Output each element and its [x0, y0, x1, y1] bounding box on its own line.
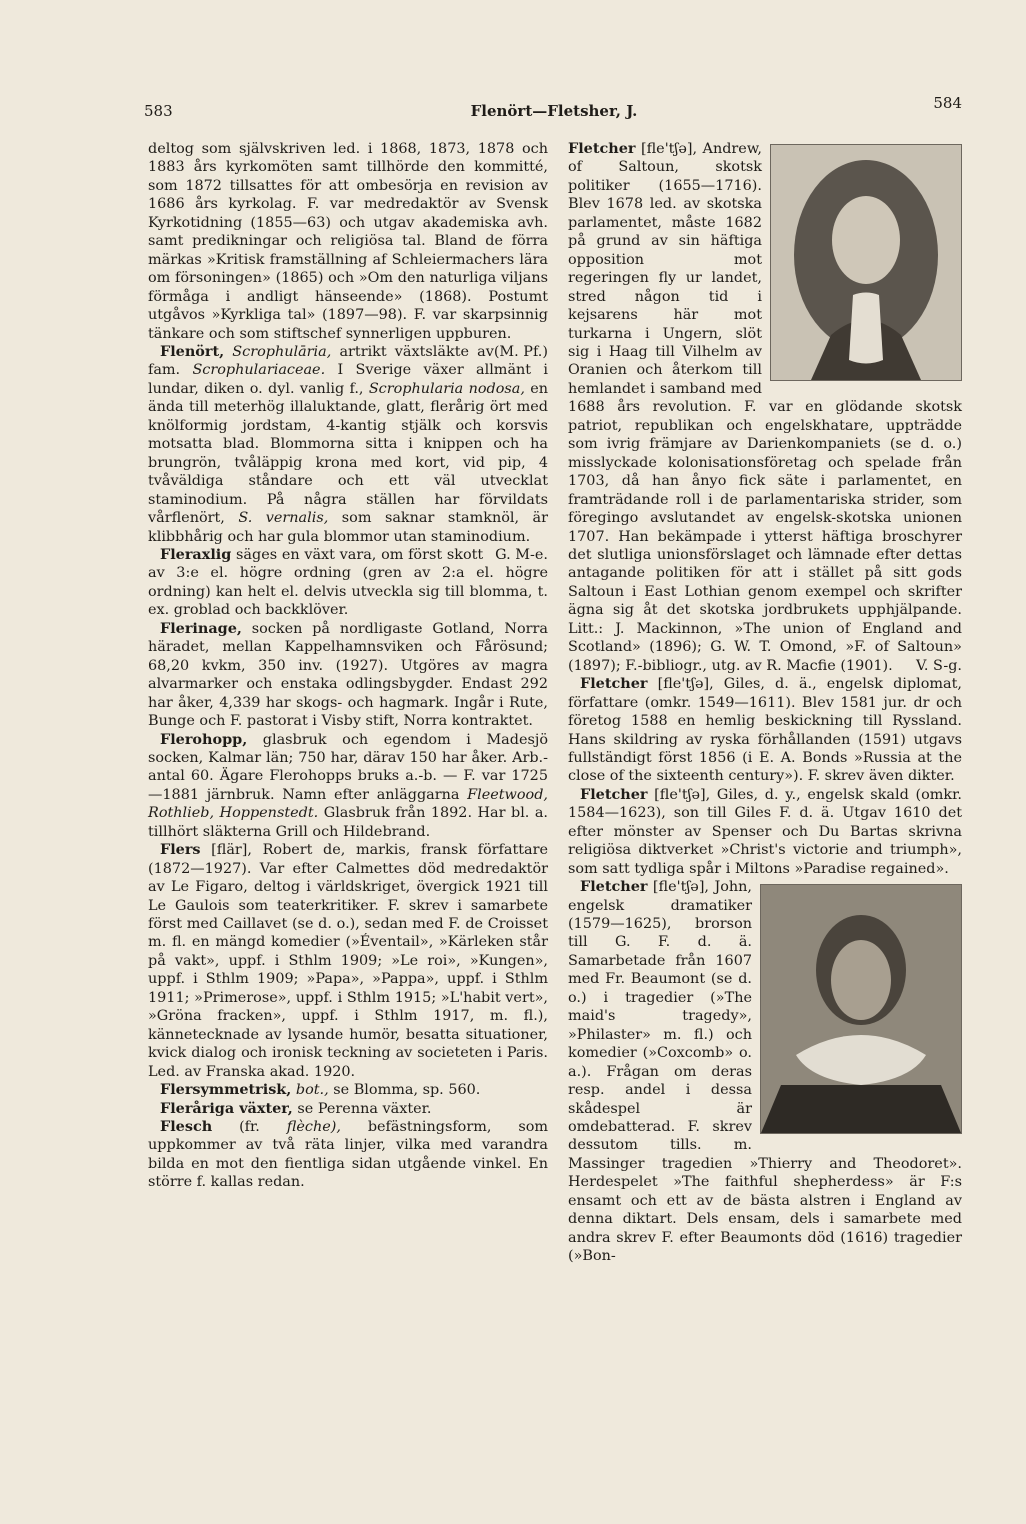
- entry-text: en ända till meterhög illaluktande, glatt, flerårig ört med knölformig jordstam, 4-kantig stjälk och korsvis motsatta blad. Blommorna sitta i knippen och ha brungrön, tvåläppig krona med kort, vid pip, 4 tvåväldiga ståndare och ett väl utvecklat staminodium. På några ställen har förvildats: [148, 380, 549, 508]
- latin-name: Scrophulariaceae.: [192, 362, 326, 379]
- entry-fletcher-giles-younger: [568, 786, 962, 878]
- entry-flerinage: [148, 620, 548, 731]
- latin-name: Scrophularia nodosa,: [368, 380, 525, 397]
- entry-text: socken på nordligaste Gotland, Norra häradet, mellan Kappelhamnsviken och Fårösund; 68,20 kvkm, 350 inv. (1927). Utgöres av magra alvarmarker och enstaka odlingsbygder. Endast 292 har åker, 4,339 har skogs- och hagmark. Ingår i Rute, Bunge och F. pastorat i Visby stift, Norra kontraktet.: [148, 620, 548, 730]
- entry-flerohopp: [148, 731, 548, 842]
- portrait-john-fletcher: [760, 884, 962, 1134]
- entry-text: [fle'tʃə], Giles, d. y., engelsk skald (omkr. 1584—1623), son till Giles F. d. ä. Utgav 1610 det efter mönster av Spenser och Du Bartas skrivna religiösa diktverket »Christ's victorie and triumph», som satt tydliga spår i Miltons »Paradise regained».: [568, 786, 962, 877]
- headword: Flerohopp,: [160, 730, 248, 748]
- author-signature: (M. Pf.): [493, 343, 548, 360]
- portrait-andrew-fletcher: [770, 144, 962, 381]
- entry-text: (fr.: [239, 1119, 260, 1136]
- headword: Flerinage,: [160, 619, 242, 637]
- page-number-right: 584: [933, 94, 962, 112]
- entry-text: Glasbruk från 1892. Har bl. a. tillhört släkterna Grill och Hildebrand.: [148, 805, 549, 840]
- column-left: [148, 140, 548, 1192]
- entry-text: I Sverige växer allmänt i lundar, diken o. dyl.: [148, 362, 548, 397]
- headword: Fleraxlig: [160, 545, 232, 563]
- entry-flesch: [148, 1118, 548, 1192]
- page-header: [144, 92, 964, 122]
- headword: Fletcher: [568, 140, 636, 157]
- entry-flers: [148, 841, 548, 1081]
- headword: Flersymmetrisk,: [160, 1081, 292, 1099]
- entry-text: som saknar stamknöl, är klibbhårig och har gula blommor utan staminodium.: [148, 510, 548, 545]
- entry-text: [fle'tʃə], Andrew, of Saltoun, skotsk politiker (1655—1716). Blev 1678 led. av skotska parlamentet, måste 1682 på grund av sin häftiga opposition mot regeringen fly ur landet, stred någon tid i kejsarens här mot turkarna i Ungern, slöt sig i Haag till Vilhelm av Oranien och återkom till hemlandet i samband med 1688 års revolution. F. var en glödande skotsk patriot, republikan och engelskhatare, uppträdde som ivrig främjare av Darienkompaniets (se d. o.) misslyckade kolonisationsföretag och spelade från 1703, då han ånyo fick säte i parlamentet, en framträdande roll i de parlamentariska strider, som föregingo avslutandet av engelsk-skotska unionen 1707. Han bekämpade i ytterst häftiga broschyrer det slutliga unionsförslaget och lämnade efter dettas antagande politiken för att i stället på sitt gods Saltoun i East Lothian genom exempel och skrifter ägna sig åt det skotska jordbrukets upphjälpande. Litt.: J. Mackinnon, »The union of England and Scotland» (1896); G. W. T. Omond, »F. of Saltoun» (1897); F.-bibliogr., utg. av R. Macfie (1901).: [568, 141, 962, 674]
- headword: Flenört,: [160, 342, 225, 360]
- headword: Fletcher: [580, 675, 648, 693]
- entry-fletcher-andrew: [568, 140, 962, 675]
- running-head: Flenört—Fletsher, J.: [470, 102, 638, 120]
- entry-text: [fle'tʃə], Giles, d. ä., engelsk diplomat, författare (omkr. 1549—1611). Blev 1581 jur. dr och företog 1588 en hemlig beskickning till Ryssland. Hans skildring av ryska förhållanden (1591) utgavs fullständigt först 1856 (i E. A. Bonds »Russia at the close of the sixteenth century»). F. skrev även dikter.: [568, 676, 962, 785]
- entry-text: deltog som självskriven led. i 1868, 1873, 1878 och 1883 års kyrkomöten samt tillhörde den kommitté, som 1872 tillsattes för att ombesörja en revision av 1686 års kyrkolag. F. var medredaktör av Svensk Kyrkotidning (1855—63) och utgav akademiska avh. samt predikningar och religiösa tal. Bland de förra märkas »Kritisk framställning af Schleiermachers lära om försoningen» (1865) och »Om den naturliga viljans förmåga i andligt hänseende» (1868). Postumt utgåvos »Kyrkliga tal» (1897—98). F. var skarpsinnig tänkare och som stiftschef synnerligen uppburen.: [148, 141, 548, 342]
- entry-flerariga: [148, 1100, 548, 1118]
- headword: Fleråriga växter,: [160, 1099, 293, 1117]
- entry-text: [flär], Robert de, markis, fransk författare (1872—1927). Var efter Calmettes död medredaktör av Le Figaro, deltog i världskriget, övergick 1921 till Le Gaulois som teaterkritiker. F. skrev i samarbete först med Caillavet (se d. o.), sedan med F. de Croisset m. fl. en mängd komedier (»Éventail», »Kärleken står på vakt», uppf. i Sthlm 1909; »Le roi», »Kungen», uppf. i Sthlm 1909; »Papa», »Pappa», uppf. i Sthlm 1911; »Primerose», uppf. i Sthlm 1915; »L'habit vert», »Gröna fracken», uppf. i Sthlm 1917, m. fl.), kännetecknade av lysande humör, besatta situationer, kvick dialog och ironisk teckning av societeten i Paris. Led. av Franska akad. 1920.: [148, 842, 548, 1080]
- italic-names: Fleetwood, Rothlieb, Hoppenstedt.: [148, 786, 548, 822]
- spaced-term: vårflenört,: [148, 510, 225, 527]
- entry-text: [fle'tʃə], John, engelsk dramatiker (1579—1625), brorson till G. F. d. ä. Samarbetade från 1607 med Fr. Beaumont (se d. o.) i tragedier (»The maid's tragedy», »Philaster» m. fl.) och komedier (»Coxcomb» o. a.). Frågan om deras resp. andel i dessa skådespel är omdebatterad. F. skrev dessutom tills. m. Massinger tragedien »Thierry and Theodoret». Herdespelet »The faithful shepherdess» är F:s ensamt och ett av de bästa alstren i England av denna diktart. Dels ensam, dels i samarbete med andra skrev F. efter Beaumonts död (1616) tragedier (»Bon-: [568, 879, 962, 1265]
- latin-name: Scrophulāria,: [232, 343, 332, 360]
- french-term: flèche),: [286, 1119, 341, 1136]
- headword: Fletcher: [580, 878, 648, 896]
- abbreviation: bot.,: [295, 1082, 329, 1099]
- headword: Flesch: [160, 1118, 213, 1136]
- entry-flersymmetrisk: [148, 1081, 548, 1099]
- headword: Flers: [160, 841, 201, 859]
- entry-text: se Perenna växter.: [297, 1100, 432, 1117]
- portrait-image: [771, 145, 961, 380]
- entry-text: glasbruk och egendom i Madesjö socken, Kalmar län; 750 har, därav 150 har åker. Arb.-antal 60. Ägare Flerohopps bruks a.-b. — F. var 1725—1881 järnbruk. Namn efter anläggarna: [148, 731, 548, 803]
- entry-text: säges en växt vara, om först skott av 3:e el. högre ordning (gren av 2:a el. högre ordning) kan helt el. delvis utveckla sig till blomma, t. ex. groblad och backklöver.: [148, 546, 548, 619]
- entry-text: befästningsform, som uppkommer av två räta linjer, vilka med varandra bilda en mot den fientliga sidan utgående vinkel. En större f. kallas redan.: [148, 1119, 549, 1191]
- latin-name: S. vernalis,: [238, 510, 329, 527]
- entry-fletcher-john: [568, 878, 962, 1266]
- entry-text: artrikt växtsläkte av fam.: [148, 343, 494, 379]
- spaced-term: vanlig f.,: [299, 380, 364, 397]
- entry-text: se Blomma, sp. 560.: [333, 1082, 481, 1099]
- portrait-image: [761, 885, 961, 1133]
- entry-fletcher-giles-elder: [568, 675, 962, 786]
- author-signature: V. S-g.: [915, 657, 962, 674]
- headword: Fletcher: [580, 785, 648, 803]
- column-right: [568, 140, 962, 1266]
- page-number-left: 583: [144, 102, 173, 120]
- author-signature: G. M-e.: [495, 546, 548, 563]
